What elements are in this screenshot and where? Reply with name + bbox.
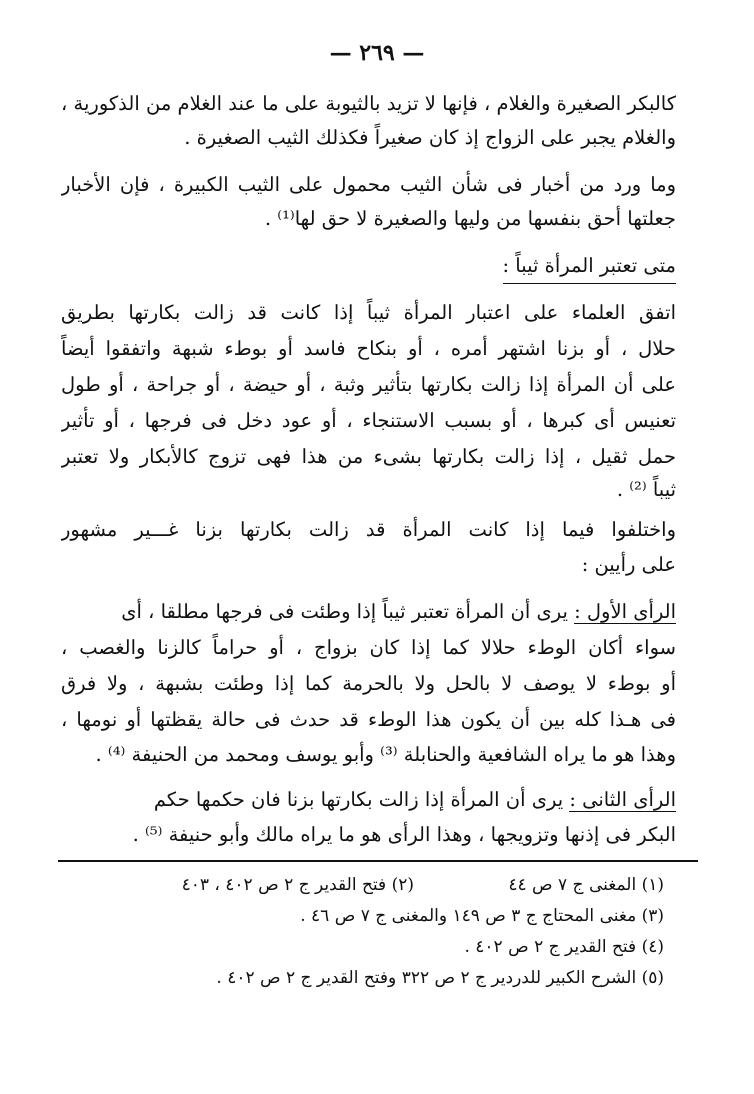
- text-line: [61, 597, 676, 627]
- footnote: (٢) فتح القدير ج ٢ ص ٤٠٢ ، ٤٠٣: [181, 875, 414, 895]
- text-line: تعنيس أى كبرها ، أو بسبب الاستنجاء ، أو عود دخل فى فرجها ، أو تأثير: [61, 409, 676, 432]
- text-line: على رأيين :: [581, 553, 676, 576]
- paragraph-lead-rest: يرى أن المرأة إذا زالت بكارتها بزنا فان حكمها حكم: [153, 788, 570, 811]
- footnote-divider: [58, 860, 698, 862]
- text-line: اتفق العلماء على اعتبار المرأة ثيباً إذا كانت قد زالت بكارتها بطريق: [61, 301, 676, 324]
- text-line: واختلفوا فيما إذا كانت المرأة قد زالت بكارتها بزنا غـــير مشهور: [61, 518, 676, 541]
- text-line: وما ورد من أخبار فى شأن الثيب محمول على الثيب الكبيرة ، فإن الأخبار: [61, 173, 676, 196]
- text-line: كالبكر الصغيرة والغلام ، فإنها لا تزيد بالثيوبة على ما عند الغلام من الذكورية ،: [61, 92, 676, 115]
- text-line: فى هـذا كله بين أن يكون هذا الوطء قد حدث فى حالة يقظتها أو نومها ،: [61, 708, 676, 731]
- text-line: على أن المرأة إذا زالت بكارتها بتأثير وثبة ، أو حيضة ، أو جراحة ، أو طول: [61, 373, 676, 396]
- paragraph-lead: الرأى الثانى :: [569, 788, 676, 811]
- text-line: حلال ، أو بزنا اشتهر أمره ، أو بنكاح فاسد أو بوطء شبهة واتفقوا أيضاً: [61, 337, 676, 360]
- text-line: البكر فى إذنها وتزويجها ، وهذا الرأى هو ما يراه مالك وأبو حنيفة ⁽⁵⁾ .: [132, 823, 676, 846]
- footnote: (٥) الشرح الكبير للدردير ج ٢ ص ٣٢٢ وفتح القدير ج ٢ ص ٤٠٢ .: [216, 968, 664, 988]
- section-heading: متى تعتبر المرأة ثيباً :: [503, 251, 676, 284]
- text-line: [61, 785, 676, 815]
- text-line: والغلام يجبر على الزواج إذ كان صغيراً فكذلك الثيب الصغيرة .: [184, 126, 676, 149]
- text-line: جعلتها أحق بنفسها من وليها والصغيرة لا حق لها⁽¹⁾ .: [264, 207, 676, 230]
- text-line: وهذا هو ما يراه الشافعية والحنابلة ⁽³⁾ وأبو يوسف ومحمد من الحنيفة ⁽⁴⁾ .: [95, 743, 676, 766]
- paragraph-lead-rest: يرى أن المرأة تعتبر ثيباً إذا وطئت فى فرجها مطلقا ، أى: [121, 600, 575, 623]
- text-line: سواء أكان الوطء حلالا كما إذا كان بزواج ، أو حراماً كالزنا والغصب ،: [61, 636, 676, 659]
- footnote: (١) المغنى ج ٧ ص ٤٤: [508, 875, 664, 895]
- text-line: أو بوطء لا يوصف لا بالحل ولا بالحرمة كما إذا وطئت بشبهة ، ولا فرق: [61, 672, 676, 695]
- text-line: ثيباً ⁽²⁾ .: [616, 478, 676, 501]
- paragraph-lead: الرأى الأول :: [574, 600, 676, 623]
- footnote: (٣) مغنى المحتاج ج ٣ ص ١٤٩ والمغنى ج ٧ ص ٤٦ .: [300, 906, 664, 926]
- footnote: (٤) فتح القدير ج ٢ ص ٤٠٢ .: [464, 937, 664, 957]
- page-number: — ٢٦٩ —: [329, 40, 425, 66]
- text-line: حمل ثقيل ، إذا زالت بكارتها بشىء من هذا فهى تزوج كالأبكار ولا تعتبر: [61, 445, 676, 468]
